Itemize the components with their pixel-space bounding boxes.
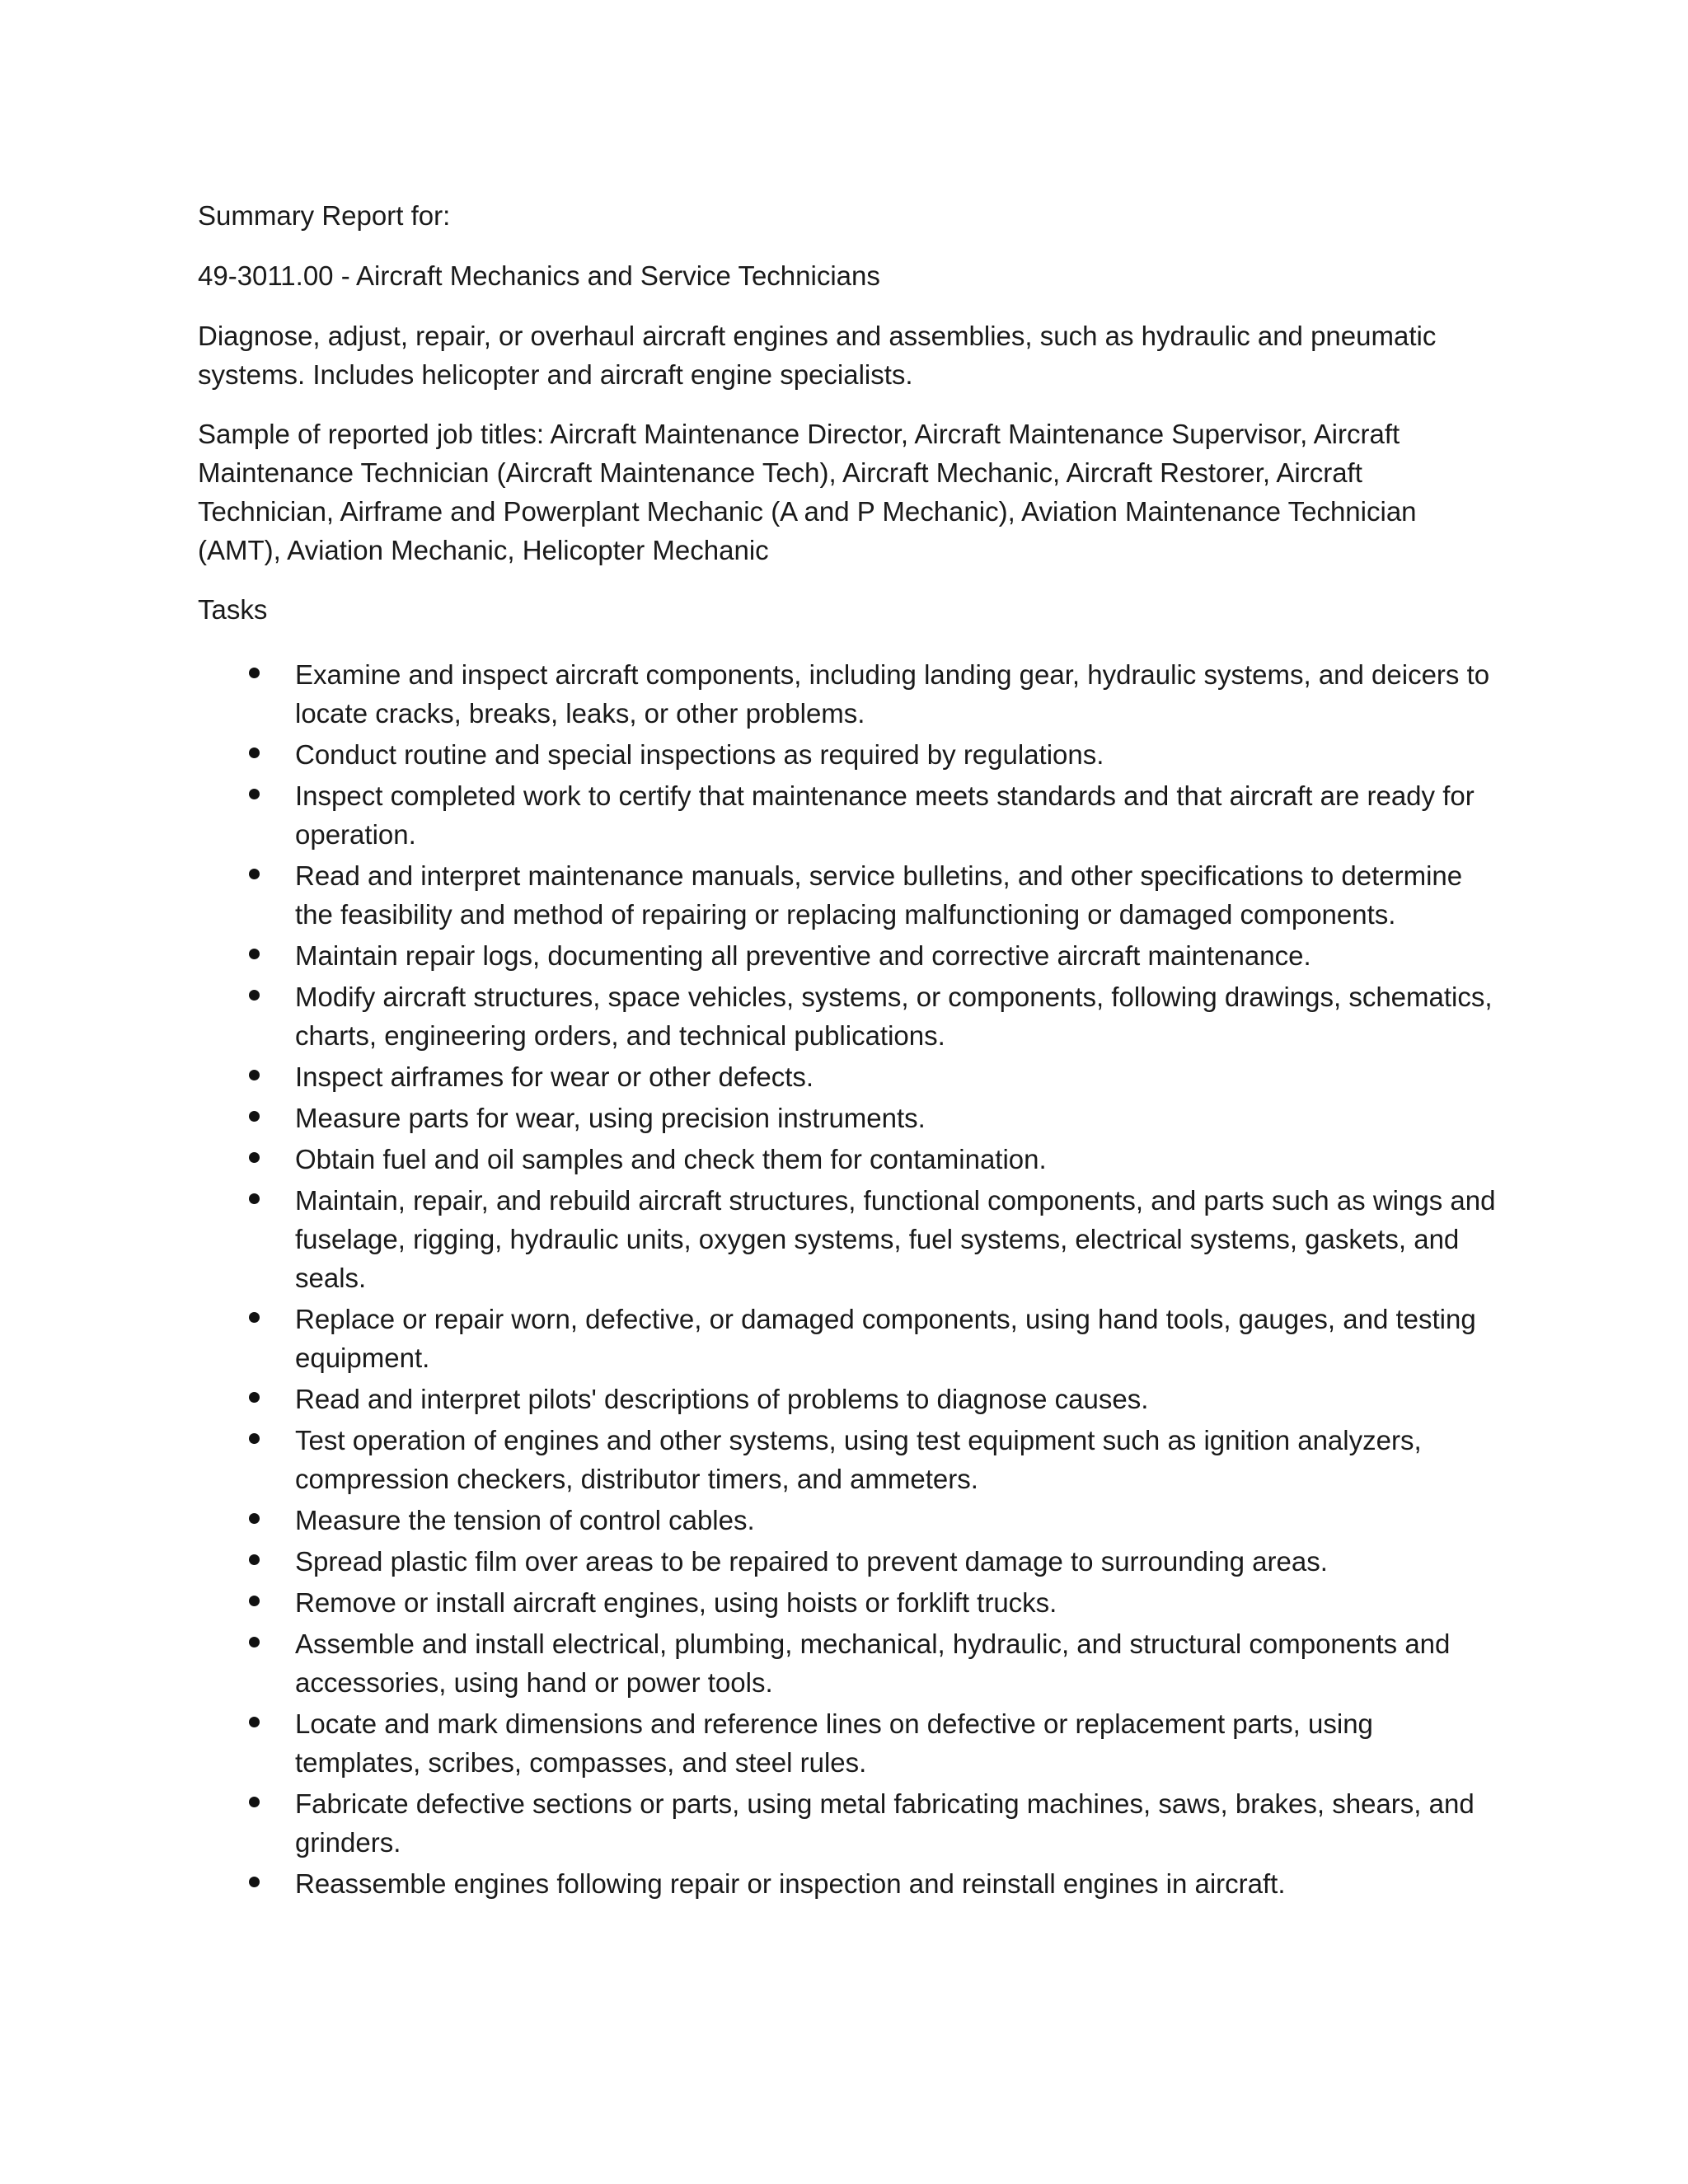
task-text: Reassemble engines following repair or inspection and reinstall engines in aircraft. — [295, 1868, 1286, 1899]
list-item — [198, 1099, 1500, 1137]
task-text: Measure parts for wear, using precision instruments. — [295, 1103, 926, 1133]
report-heading: Summary Report for: — [198, 200, 451, 231]
list-item — [198, 977, 1500, 1055]
bullet-icon — [249, 1392, 260, 1403]
list-item — [198, 1583, 1500, 1622]
bullet-icon — [249, 1513, 260, 1524]
list-item — [198, 1864, 1500, 1903]
task-text: Read and interpret maintenance manuals, service bulletins, and other specifications to determine the feasibility and method of repairing or replacing malfunctioning or damaged components. — [295, 860, 1463, 930]
task-text: Maintain repair logs, documenting all preventive and corrective aircraft maintenance. — [295, 940, 1311, 971]
task-text: Assemble and install electrical, plumbing, mechanical, hydraulic, and structural components and accessories, using hand or power tools. — [295, 1629, 1451, 1698]
bullet-icon — [249, 1193, 260, 1204]
bullet-icon — [249, 789, 260, 799]
list-item — [198, 655, 1500, 733]
task-text: Replace or repair worn, defective, or damaged components, using hand tools, gauges, and testing equipment. — [295, 1304, 1476, 1373]
bullet-icon — [249, 1717, 260, 1727]
list-item — [198, 1140, 1500, 1179]
task-text: Read and interpret pilots' descriptions of problems to diagnose causes. — [295, 1384, 1149, 1414]
job-titles-paragraph: Sample of reported job titles: Aircraft Maintenance Director, Aircraft Maintenance Supervisor, Aircraft Maintenance Technician (Aircraft Maintenance Tech), Aircraft Mechanic, Aircraft Restorer, Aircraft Technician, Airframe and Powerplant Mechanic (A and P Mechanic), Aviation Maintenance Technician (AMT), Aviation Mechanic, Helicopter Mechanic — [198, 419, 1417, 565]
bullet-icon — [249, 1433, 260, 1444]
list-item — [198, 1181, 1500, 1297]
bullet-icon — [249, 1070, 260, 1080]
bullet-icon — [249, 748, 260, 758]
list-item — [198, 936, 1500, 975]
bullet-icon — [249, 668, 260, 678]
task-list — [198, 655, 1500, 1903]
task-text: Locate and mark dimensions and reference lines on defective or replacement parts, using templates, scribes, compasses, and steel rules. — [295, 1708, 1373, 1778]
task-text: Examine and inspect aircraft components, including landing gear, hydraulic systems, and deicers to locate cracks, breaks, leaks, or other problems. — [295, 659, 1490, 729]
list-item — [198, 1421, 1500, 1498]
list-item — [198, 1704, 1500, 1782]
bullet-icon — [249, 1554, 260, 1565]
occupation-description: Diagnose, adjust, repair, or overhaul aircraft engines and assemblies, such as hydraulic and pneumatic systems. Includes helicopter and aircraft engine specialists. — [198, 321, 1437, 390]
task-text: Maintain, repair, and rebuild aircraft structures, functional components, and parts such as wings and fuselage, rigging, hydraulic units, oxygen systems, fuel systems, electrical systems, gaskets, and seals. — [295, 1185, 1496, 1293]
list-item — [198, 1380, 1500, 1418]
list-item — [198, 1542, 1500, 1581]
task-text: Modify aircraft structures, space vehicles, systems, or components, following drawings, schematics, charts, engineering orders, and technical publications. — [295, 982, 1493, 1051]
report-content — [198, 196, 1500, 1905]
bullet-icon — [249, 869, 260, 879]
tasks-heading: Tasks — [198, 594, 268, 625]
task-text: Obtain fuel and oil samples and check them for contamination. — [295, 1144, 1047, 1174]
task-text: Remove or install aircraft engines, using hoists or forklift trucks. — [295, 1587, 1057, 1618]
task-text: Spread plastic film over areas to be repaired to prevent damage to surrounding areas. — [295, 1546, 1328, 1577]
list-item — [198, 1501, 1500, 1540]
list-item — [198, 1057, 1500, 1096]
bullet-icon — [249, 1312, 260, 1323]
bullet-icon — [249, 1596, 260, 1606]
list-item — [198, 776, 1500, 854]
list-item — [198, 1300, 1500, 1377]
bullet-icon — [249, 949, 260, 959]
task-text: Conduct routine and special inspections as required by regulations. — [295, 739, 1104, 770]
list-item — [198, 1624, 1500, 1702]
task-text: Test operation of engines and other systems, using test equipment such as ignition analyzers, compression checkers, distributor timers, and ammeters. — [295, 1425, 1422, 1494]
bullet-icon — [249, 1152, 260, 1163]
task-text: Measure the tension of control cables. — [295, 1505, 755, 1535]
list-item — [198, 856, 1500, 934]
bullet-icon — [249, 1797, 260, 1807]
bullet-icon — [249, 1111, 260, 1122]
list-item — [198, 735, 1500, 774]
task-text: Fabricate defective sections or parts, using metal fabricating machines, saws, brakes, shears, and grinders. — [295, 1788, 1475, 1858]
task-text: Inspect completed work to certify that maintenance meets standards and that aircraft are ready for operation. — [295, 780, 1475, 850]
task-text: Inspect airframes for wear or other defects. — [295, 1062, 814, 1092]
bullet-icon — [249, 1637, 260, 1647]
bullet-icon — [249, 990, 260, 1001]
list-item — [198, 1784, 1500, 1862]
occupation-title: 49-3011.00 - Aircraft Mechanics and Service Technicians — [198, 260, 880, 291]
bullet-icon — [249, 1877, 260, 1887]
